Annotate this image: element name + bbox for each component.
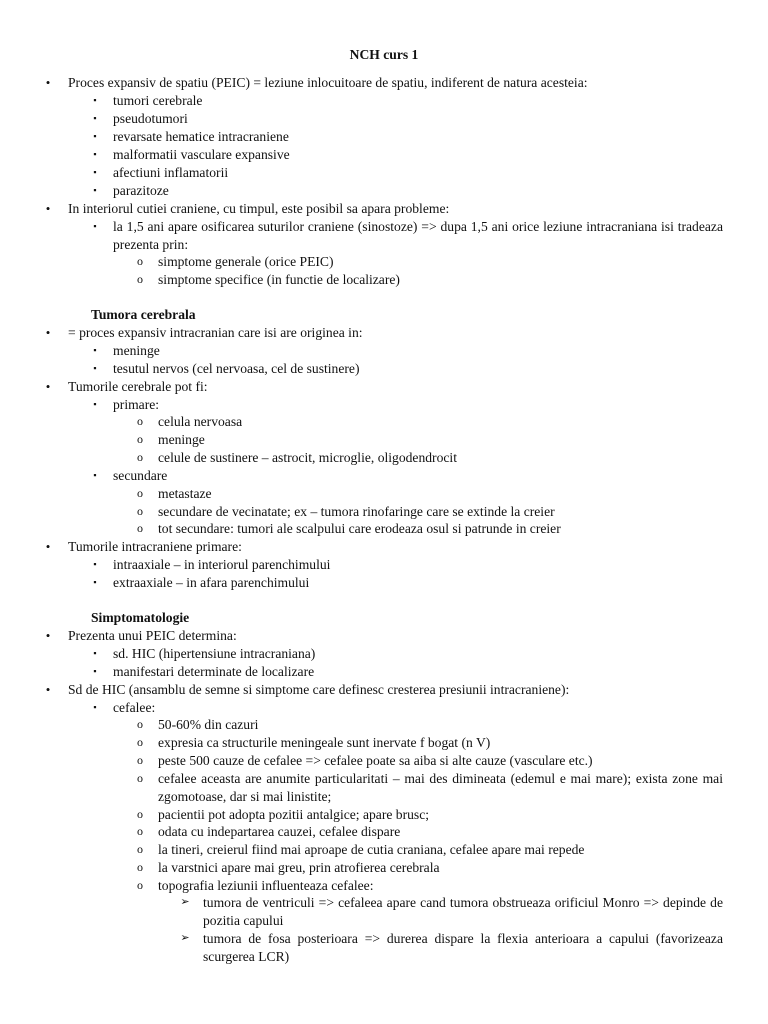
bullet: ➢ [180, 896, 190, 908]
bullet: o [137, 521, 143, 535]
list-item: extraaxiale – in afara parenchimului [113, 575, 310, 590]
list-item: sd. HIC (hipertensiune intracraniana) [113, 646, 316, 661]
bullet: • [45, 201, 51, 216]
list-item: simptome specifice (in functie de localizare) [158, 272, 400, 287]
bullet: ▪ [93, 577, 97, 587]
list-item: tot secundare: tumori ale scalpului care erodeaza osul si patrunde in creier [158, 521, 561, 536]
list-item: manifestari determinate de localizare [113, 664, 315, 679]
bullet: o [137, 735, 143, 749]
list-item: parazitoze [113, 183, 169, 198]
list-item: tesutul nervos (cel nervoasa, cel de sustinere) [113, 361, 360, 376]
bullet: ▪ [93, 702, 97, 712]
bullet: o [137, 860, 143, 874]
list-item: celule de sustinere – astrocit, microglie, oligodendrocit [158, 450, 457, 465]
bullet: o [137, 486, 143, 500]
list-item: intraaxiale – in interiorul parenchimului [113, 557, 331, 572]
list-item: tumori cerebrale [113, 93, 203, 108]
list-item: simptome generale (orice PEIC) [158, 254, 334, 269]
tumora-intracraniene: Tumorile intracraniene primare: [68, 539, 242, 554]
bullet: ▪ [93, 559, 97, 569]
bullet: ▪ [93, 221, 97, 231]
bullet: o [137, 254, 143, 268]
bullet: • [45, 539, 51, 554]
bullet: o [137, 807, 143, 821]
list-item: odata cu indepartarea cauzei, cefalee dispare [158, 824, 401, 839]
bullet: ▪ [93, 345, 97, 355]
bullet: ▪ [93, 149, 97, 159]
bullet: ▪ [93, 399, 97, 409]
list-item: cefalee aceasta are anumite particularitati – mai des dimineata (edemul e mai mare); exista zone mai zgomotoase, dar si mai linistite; [158, 771, 723, 804]
section-heading-tumora: Tumora cerebrala [91, 307, 196, 322]
list-item: 50-60% din cazuri [158, 717, 259, 732]
list-item: expresia ca structurile meningeale sunt inervate f bogat (n V) [158, 735, 491, 750]
list-item: meninge [158, 432, 205, 447]
bullet: o [137, 717, 143, 731]
cutie-sub-line2: prezenta prin: [113, 237, 189, 252]
cutie-intro: In interiorul cutiei craniene, cu timpul, este posibil sa apara probleme: [68, 201, 450, 216]
list-item: pseudotumori [113, 111, 188, 126]
bullet: ▪ [93, 363, 97, 373]
bullet: • [45, 75, 51, 90]
tumora-def: = proces expansiv intracranian care isi are originea in: [68, 325, 363, 340]
section-heading-simptomatologie: Simptomatologie [91, 610, 190, 625]
bullet: ▪ [93, 666, 97, 676]
bullet: ▪ [93, 113, 97, 123]
list-item: tumora de fosa posterioara => durerea dispare la flexia anterioara a capului (favorizeaza scurgerea LCR) [203, 931, 723, 964]
list-item: secundare de vecinatate; ex – tumora rinofaringe care se extinde la creier [158, 504, 555, 519]
page-title: NCH curs 1 [349, 47, 419, 62]
bullet: o [137, 771, 143, 785]
bullet: • [45, 379, 51, 394]
tumora-primare: primare: [113, 397, 160, 412]
bullet: o [137, 824, 143, 838]
list-item: la tineri, creierul fiind mai aproape de cutia craniana, cefalee apare mai repede [158, 842, 585, 857]
list-item: metastaze [158, 486, 212, 501]
list-item: tumora de ventriculi => cefaleea apare cand tumora obstrueaza orificiul Monro => depinde de pozitia capului [203, 895, 723, 928]
bullet: o [137, 504, 143, 518]
simpt-sd-hic: Sd de HIC (ansamblu de semne si simptome care definesc cresterea presiunii intracraniene): [68, 682, 570, 697]
bullet: ▪ [93, 470, 97, 480]
simpt-cefalee: cefalee: [113, 700, 156, 715]
bullet: • [45, 682, 51, 697]
tumora-secundare: secundare [113, 468, 168, 483]
list-item: meninge [113, 343, 160, 358]
bullet: o [137, 753, 143, 767]
list-item: peste 500 cauze de cefalee => cefalee poate sa aiba si alte cauze (vasculare etc.) [158, 753, 593, 768]
list-item: celula nervoasa [158, 414, 243, 429]
list-item: topografia leziunii influenteaza cefalee: [158, 878, 374, 893]
list-item: pacientii pot adopta pozitii antalgice; apare brusc; [158, 807, 430, 822]
list-item: la varstnici apare mai greu, prin atrofierea cerebrala [158, 860, 440, 875]
bullet: ▪ [93, 648, 97, 658]
bullet: ▪ [93, 167, 97, 177]
bullet: o [137, 450, 143, 464]
tumora-pot-fi: Tumorile cerebrale pot fi: [68, 379, 208, 394]
bullet: o [137, 432, 143, 446]
list-item: afectiuni inflamatorii [113, 165, 229, 180]
list-item: revarsate hematice intracraniene [113, 129, 289, 144]
bullet: o [137, 414, 143, 428]
bullet: o [137, 272, 143, 286]
cutie-sub-line1: la 1,5 ani apare osificarea suturilor craniene (sinostoze) => dupa 1,5 ani orice leziune intracraniana isi tradeaza [113, 219, 723, 234]
list-item: malformatii vasculare expansive [113, 147, 290, 162]
bullet: o [137, 878, 143, 892]
simpt-prezenta: Prezenta unui PEIC determina: [68, 628, 237, 643]
bullet: ▪ [93, 185, 97, 195]
bullet: • [45, 325, 51, 340]
peic-intro: Proces expansiv de spatiu (PEIC) = leziune inlocuitoare de spatiu, indiferent de natura acesteia: [68, 75, 588, 90]
bullet: ▪ [93, 95, 97, 105]
bullet: • [45, 628, 51, 643]
bullet: ▪ [93, 131, 97, 141]
bullet: ➢ [180, 932, 190, 944]
bullet: o [137, 842, 143, 856]
